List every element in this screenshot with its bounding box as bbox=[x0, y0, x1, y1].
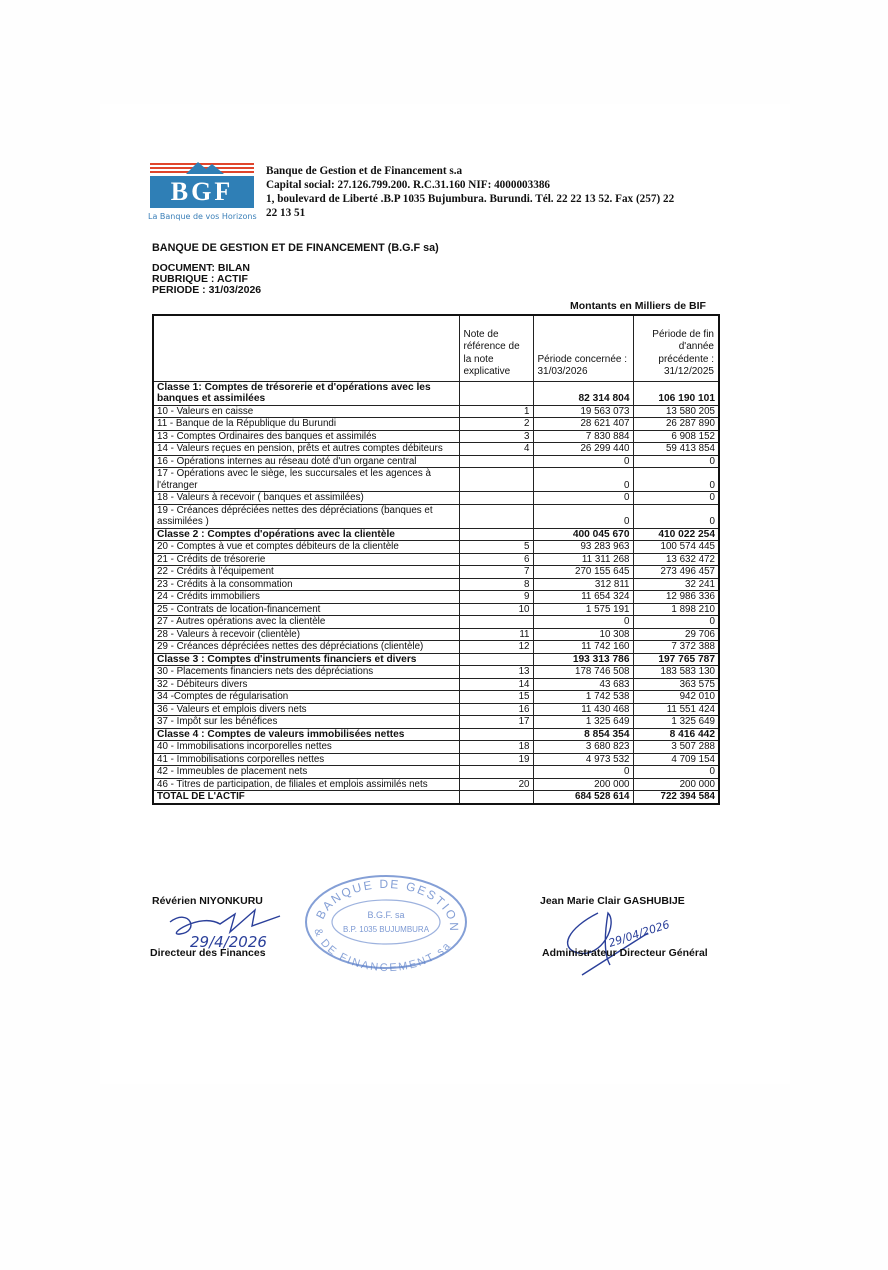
row-previous-value: 0 bbox=[633, 616, 719, 629]
bank-name: Banque de Gestion et de Financement s.a bbox=[266, 165, 463, 177]
row-previous-value: 32 241 bbox=[633, 578, 719, 591]
row-note: 11 bbox=[459, 628, 533, 641]
row-previous-value: 3 507 288 bbox=[633, 741, 719, 754]
row-previous-value: 11 551 424 bbox=[633, 703, 719, 716]
row-label: 19 - Créances dépréciées nettes des dépréciations (banques et assimilées ) bbox=[153, 504, 459, 528]
row-current-value: 11 311 268 bbox=[533, 553, 633, 566]
row-note: 15 bbox=[459, 691, 533, 704]
row-previous-value: 106 190 101 bbox=[633, 381, 719, 405]
right-signatory-name: Jean Marie Clair GASHUBIJE bbox=[540, 895, 685, 907]
row-current-value: 7 830 884 bbox=[533, 430, 633, 443]
bank-address: 1, boulevard de Liberté .B.P 1035 Bujumbura. Burundi. Tél. 22 22 13 52. Fax (257) 22 bbox=[266, 193, 675, 205]
row-note: 1 bbox=[459, 405, 533, 418]
row-label: 13 - Comptes Ordinaires des banques et assimilés bbox=[153, 430, 459, 443]
row-note: 18 bbox=[459, 741, 533, 754]
table-row bbox=[153, 628, 719, 641]
row-label: 20 - Comptes à vue et comptes débiteurs de la clientèle bbox=[153, 541, 459, 554]
row-note bbox=[459, 381, 533, 405]
row-note bbox=[459, 455, 533, 468]
table-body bbox=[153, 381, 719, 804]
row-note: 4 bbox=[459, 443, 533, 456]
row-note: 20 bbox=[459, 778, 533, 791]
row-label: TOTAL DE L'ACTIF bbox=[153, 791, 459, 804]
row-note: 3 bbox=[459, 430, 533, 443]
bank-fax-cont: 22 13 51 bbox=[266, 207, 306, 219]
row-note: 6 bbox=[459, 553, 533, 566]
row-note: 17 bbox=[459, 716, 533, 729]
row-current-value: 0 bbox=[533, 468, 633, 492]
row-current-value: 1 742 538 bbox=[533, 691, 633, 704]
row-current-value: 684 528 614 bbox=[533, 791, 633, 804]
table-row bbox=[153, 603, 719, 616]
stamp-top-text: BANQUE DE GESTION bbox=[313, 876, 462, 933]
left-signature-date: 29/4/2026 bbox=[190, 933, 267, 951]
row-current-value: 0 bbox=[533, 766, 633, 779]
row-current-value: 11 742 160 bbox=[533, 641, 633, 654]
row-previous-value: 0 bbox=[633, 766, 719, 779]
row-previous-value: 0 bbox=[633, 504, 719, 528]
table-row bbox=[153, 443, 719, 456]
row-note: 2 bbox=[459, 418, 533, 431]
row-previous-value: 13 632 472 bbox=[633, 553, 719, 566]
row-previous-value: 363 575 bbox=[633, 678, 719, 691]
row-label: 40 - Immobilisations incorporelles nettes bbox=[153, 741, 459, 754]
row-previous-value: 410 022 254 bbox=[633, 528, 719, 541]
document-title-block bbox=[152, 243, 439, 296]
stamp-bottom-text: & DE FINANCEMENT sa bbox=[311, 926, 455, 972]
row-label: 46 - Titres de participation, de filiales et emplois assimilés nets bbox=[153, 778, 459, 791]
row-previous-value: 29 706 bbox=[633, 628, 719, 641]
row-previous-value: 942 010 bbox=[633, 691, 719, 704]
row-label: 10 - Valeurs en caisse bbox=[153, 405, 459, 418]
row-previous-value: 13 580 205 bbox=[633, 405, 719, 418]
row-current-value: 28 621 407 bbox=[533, 418, 633, 431]
row-label: 14 - Valeurs reçues en pension, prêts et autres comptes débiteurs bbox=[153, 443, 459, 456]
table-row bbox=[153, 418, 719, 431]
table-row bbox=[153, 666, 719, 679]
logo-text: BGF bbox=[150, 176, 254, 208]
row-note: 13 bbox=[459, 666, 533, 679]
row-current-value: 19 563 073 bbox=[533, 405, 633, 418]
document-periode: PERIODE : 31/03/2026 bbox=[152, 284, 262, 296]
row-previous-value: 0 bbox=[633, 468, 719, 492]
row-note bbox=[459, 492, 533, 505]
row-previous-value: 1 325 649 bbox=[633, 716, 719, 729]
row-label: Classe 1: Comptes de trésorerie et d'opérations avec les banques et assimilées bbox=[153, 381, 459, 405]
row-previous-value: 183 583 130 bbox=[633, 666, 719, 679]
class-row bbox=[153, 528, 719, 541]
table-row bbox=[153, 766, 719, 779]
row-note bbox=[459, 791, 533, 804]
row-label: 41 - Immobilisations corporelles nettes bbox=[153, 753, 459, 766]
bank-capital: Capital social: 27.126.799.200. R.C.31.160 NIF: 4000003386 bbox=[266, 179, 551, 191]
bank-header bbox=[266, 164, 726, 220]
row-previous-value: 59 413 854 bbox=[633, 443, 719, 456]
row-previous-value: 0 bbox=[633, 455, 719, 468]
row-note: 12 bbox=[459, 641, 533, 654]
row-label: Classe 3 : Comptes d'instruments financiers et divers bbox=[153, 653, 459, 666]
row-label: 36 - Valeurs et emplois divers nets bbox=[153, 703, 459, 716]
row-note bbox=[459, 766, 533, 779]
row-note: 8 bbox=[459, 578, 533, 591]
table-row bbox=[153, 578, 719, 591]
row-previous-value: 12 986 336 bbox=[633, 591, 719, 604]
row-current-value: 400 045 670 bbox=[533, 528, 633, 541]
bilan-actif-table bbox=[152, 314, 720, 805]
row-note bbox=[459, 616, 533, 629]
row-previous-value: 273 496 457 bbox=[633, 566, 719, 579]
row-label: 37 - Impôt sur les bénéfices bbox=[153, 716, 459, 729]
row-note bbox=[459, 504, 533, 528]
row-note bbox=[459, 468, 533, 492]
bgf-logo bbox=[148, 158, 258, 224]
table-row bbox=[153, 703, 719, 716]
row-label: 24 - Crédits immobiliers bbox=[153, 591, 459, 604]
row-previous-value: 197 765 787 bbox=[633, 653, 719, 666]
row-note: 5 bbox=[459, 541, 533, 554]
class-row bbox=[153, 653, 719, 666]
table-row bbox=[153, 741, 719, 754]
header-label-col bbox=[153, 315, 459, 381]
row-previous-value: 200 000 bbox=[633, 778, 719, 791]
stamp-center-line2: B.P. 1035 BUJUMBURA bbox=[342, 925, 430, 934]
table-row bbox=[153, 553, 719, 566]
table-row bbox=[153, 504, 719, 528]
table-row bbox=[153, 716, 719, 729]
row-label: 34 -Comptes de régularisation bbox=[153, 691, 459, 704]
row-previous-value: 6 908 152 bbox=[633, 430, 719, 443]
header-current-col: Période concernée : 31/03/2026 bbox=[533, 315, 633, 381]
table-row bbox=[153, 778, 719, 791]
row-current-value: 0 bbox=[533, 616, 633, 629]
bank-title: BANQUE DE GESTION ET DE FINANCEMENT (B.G.F sa) bbox=[152, 242, 439, 254]
row-previous-value: 1 898 210 bbox=[633, 603, 719, 616]
row-previous-value: 7 372 388 bbox=[633, 641, 719, 654]
row-previous-value: 26 287 890 bbox=[633, 418, 719, 431]
table-row bbox=[153, 405, 719, 418]
row-label: 29 - Créances dépréciées nettes des dépréciations (clientèle) bbox=[153, 641, 459, 654]
row-current-value: 0 bbox=[533, 504, 633, 528]
table-row bbox=[153, 468, 719, 492]
row-current-value: 10 308 bbox=[533, 628, 633, 641]
row-current-value: 4 973 532 bbox=[533, 753, 633, 766]
table-row bbox=[153, 753, 719, 766]
row-note: 9 bbox=[459, 591, 533, 604]
row-current-value: 93 283 963 bbox=[533, 541, 633, 554]
row-previous-value: 4 709 154 bbox=[633, 753, 719, 766]
total-row bbox=[153, 791, 719, 804]
table-header-row bbox=[153, 315, 719, 381]
row-current-value: 11 654 324 bbox=[533, 591, 633, 604]
logo-mountain-icon bbox=[150, 160, 254, 174]
table-row bbox=[153, 566, 719, 579]
row-note bbox=[459, 528, 533, 541]
units-label: Montants en Milliers de BIF bbox=[570, 300, 706, 312]
table-row bbox=[153, 616, 719, 629]
row-label: Classe 4 : Comptes de valeurs immobilisées nettes bbox=[153, 728, 459, 741]
stamp-center-line1: B.G.F. sa bbox=[367, 910, 405, 920]
row-current-value: 270 155 645 bbox=[533, 566, 633, 579]
row-note bbox=[459, 728, 533, 741]
row-previous-value: 0 bbox=[633, 492, 719, 505]
row-previous-value: 100 574 445 bbox=[633, 541, 719, 554]
row-label: 28 - Valeurs à recevoir (clientèle) bbox=[153, 628, 459, 641]
row-current-value: 0 bbox=[533, 492, 633, 505]
row-current-value: 26 299 440 bbox=[533, 443, 633, 456]
row-note: 16 bbox=[459, 703, 533, 716]
right-signature-scribble bbox=[548, 903, 688, 978]
document-type: DOCUMENT: BILAN bbox=[152, 262, 250, 274]
row-current-value: 82 314 804 bbox=[533, 381, 633, 405]
left-signatory-name: Révérien NIYONKURU bbox=[152, 895, 263, 907]
company-stamp bbox=[300, 872, 470, 972]
row-label: 18 - Valeurs à recevoir ( banques et assimilées) bbox=[153, 492, 459, 505]
row-label: 22 - Crédits à l'équipement bbox=[153, 566, 459, 579]
header-note-col: Note de référence de la note explicative bbox=[459, 315, 533, 381]
header-previous-col: Période de fin d'année précédente : 31/12/2025 bbox=[633, 315, 719, 381]
row-current-value: 200 000 bbox=[533, 778, 633, 791]
table-row bbox=[153, 691, 719, 704]
logo-tagline: La Banque de vos Horizons bbox=[148, 212, 257, 221]
table-row bbox=[153, 641, 719, 654]
row-label: 42 - Immeubles de placement nets bbox=[153, 766, 459, 779]
row-current-value: 3 680 823 bbox=[533, 741, 633, 754]
row-previous-value: 8 416 442 bbox=[633, 728, 719, 741]
row-label: 23 - Crédits à la consommation bbox=[153, 578, 459, 591]
right-signatory-role: Administrateur Directeur Général bbox=[542, 947, 708, 959]
row-current-value: 0 bbox=[533, 455, 633, 468]
row-note: 19 bbox=[459, 753, 533, 766]
row-current-value: 312 811 bbox=[533, 578, 633, 591]
row-label: 27 - Autres opérations avec la clientèle bbox=[153, 616, 459, 629]
class-row bbox=[153, 381, 719, 405]
row-label: 21 - Crédits de trésorerie bbox=[153, 553, 459, 566]
row-note: 14 bbox=[459, 678, 533, 691]
row-note: 7 bbox=[459, 566, 533, 579]
class-row bbox=[153, 728, 719, 741]
row-label: 30 - Placements financiers nets des dépréciations bbox=[153, 666, 459, 679]
right-signature-date: 29/04/2026 bbox=[606, 917, 672, 950]
table-row bbox=[153, 455, 719, 468]
row-note bbox=[459, 653, 533, 666]
row-label: Classe 2 : Comptes d'opérations avec la clientèle bbox=[153, 528, 459, 541]
row-current-value: 43 683 bbox=[533, 678, 633, 691]
row-label: 32 - Débiteurs divers bbox=[153, 678, 459, 691]
row-current-value: 178 746 508 bbox=[533, 666, 633, 679]
row-current-value: 11 430 468 bbox=[533, 703, 633, 716]
table-row bbox=[153, 591, 719, 604]
row-current-value: 193 313 786 bbox=[533, 653, 633, 666]
left-signatory-role: Directeur des Finances bbox=[150, 947, 266, 959]
row-current-value: 1 575 191 bbox=[533, 603, 633, 616]
table-row bbox=[153, 678, 719, 691]
document-rubrique: RUBRIQUE : ACTIF bbox=[152, 273, 248, 285]
row-label: 25 - Contrats de location-financement bbox=[153, 603, 459, 616]
row-label: 11 - Banque de la République du Burundi bbox=[153, 418, 459, 431]
row-current-value: 1 325 649 bbox=[533, 716, 633, 729]
row-previous-value: 722 394 584 bbox=[633, 791, 719, 804]
table-row bbox=[153, 492, 719, 505]
row-label: 16 - Opérations internes au réseau doté d'un organe central bbox=[153, 455, 459, 468]
row-current-value: 8 854 354 bbox=[533, 728, 633, 741]
row-note: 10 bbox=[459, 603, 533, 616]
table-row bbox=[153, 430, 719, 443]
row-label: 17 - Opérations avec le siège, les succursales et les agences à l'étranger bbox=[153, 468, 459, 492]
table-row bbox=[153, 541, 719, 554]
